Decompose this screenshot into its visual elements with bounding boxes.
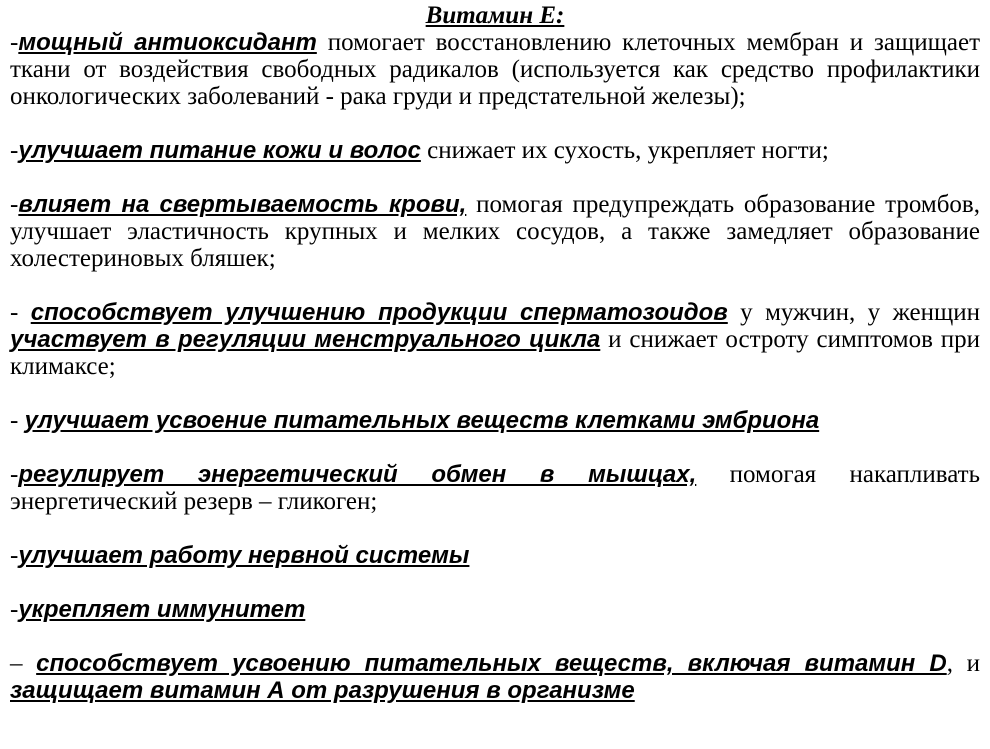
document-page [0,2,990,704]
list-item [10,191,980,272]
bullet-dash: - [10,29,19,56]
item-emphasis: укрепляет иммунитет [18,596,306,623]
item-emphasis: мощный антиоксидант [18,29,317,56]
bullet-dash: - [10,137,19,164]
bullet-dash: - [10,407,25,434]
item-emphasis-secondary: участвует в регуляции менструального цикла [10,326,601,353]
item-text: помогая предупреждать образование тромбов, улучшает эластичность крупных и мелких сосудов, а также замедляет образование холестериновых бляшек; [10,191,980,272]
bullet-dash: - [10,191,19,218]
item-emphasis: регулирует энергетический обмен в мышцах, [18,461,697,488]
item-text: помогает восстановлению клеточных мембран и защищает ткани от воздействия свободных радикалов (используется как средство профилактики онкологических заболеваний - рака груди и предстательной железы); [10,29,980,110]
list-item [10,407,980,434]
item-emphasis: улучшает усвоение питательных веществ клетками эмбриона [24,407,820,434]
list-item [10,29,980,110]
item-emphasis: улучшает питание кожи и волос [18,137,421,164]
page-title: Витамин Е: [425,2,565,29]
item-text: , и [946,650,980,677]
list-item [10,596,980,623]
item-emphasis: способствует улучшению продукции сперматозоидов [30,299,728,326]
item-text: у мужчин, у женщин [727,299,981,326]
item-emphasis: способствует усвоению питательных веществ, включая витамин D [36,650,947,677]
bullet-dash: - [10,596,19,623]
item-text: снижает их сухость, укрепляет ногти; [420,137,829,164]
bullet-dash: - [10,542,19,569]
list-item [10,650,980,704]
list-item [10,542,980,569]
list-item [10,299,980,380]
item-emphasis: влияет на свертываемость крови, [18,191,467,218]
list-item [10,461,980,515]
item-text: помогая накапливать энергетический резерв – гликоген; [10,461,980,515]
item-emphasis: улучшает работу нервной системы [18,542,470,569]
item-emphasis-secondary: защищает витамин А от разрушения в организме [10,677,635,704]
bullet-dash: - [10,461,19,488]
bullet-dash: - [10,299,31,326]
list-item [10,137,980,164]
bullet-dash: – [10,650,37,677]
item-text-secondary: и снижает остроту симптомов при климаксе; [10,326,981,380]
